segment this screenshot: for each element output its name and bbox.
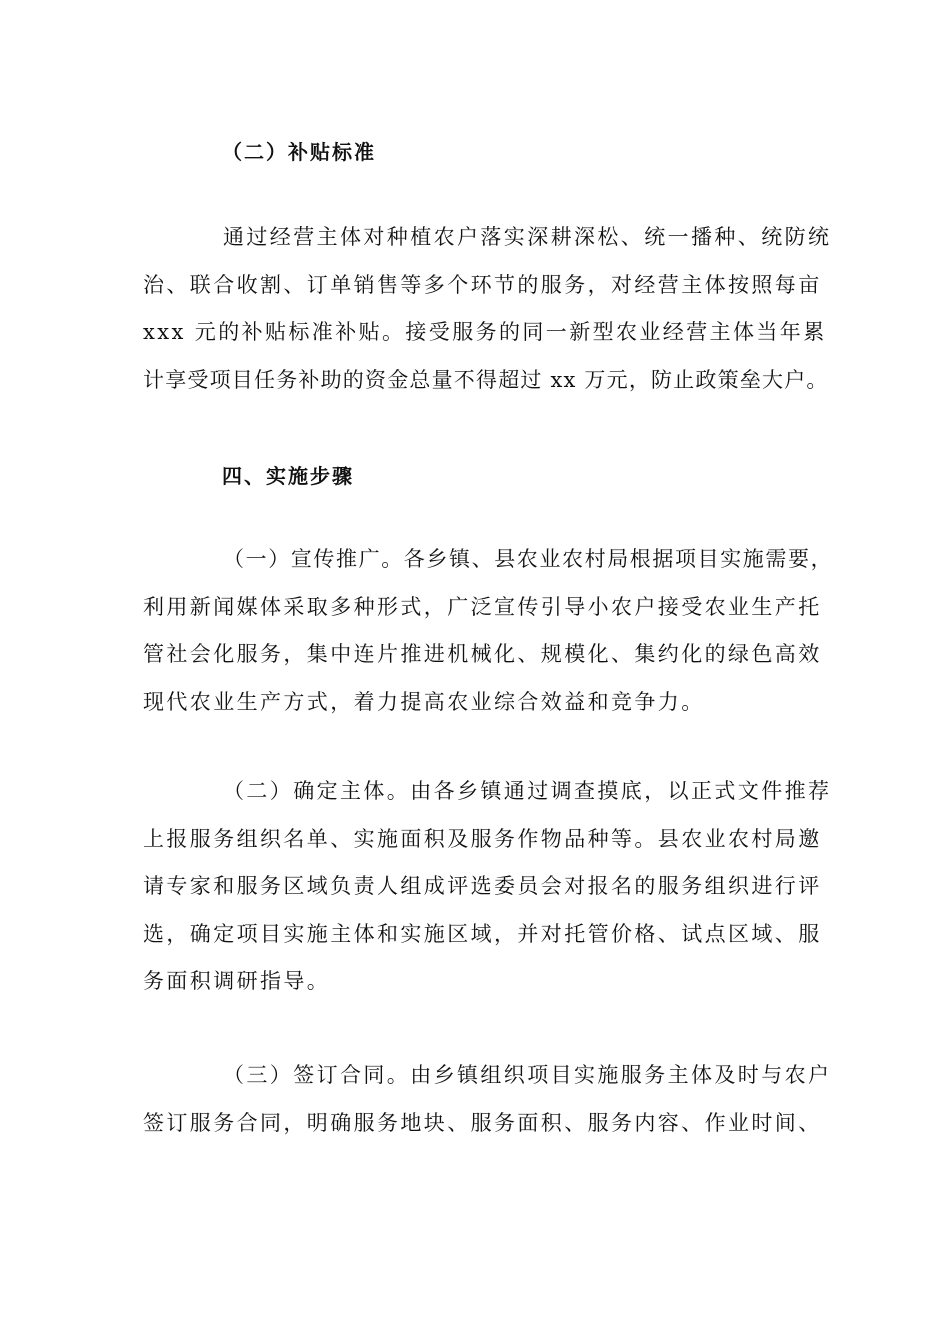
paragraph-subsidy-standard [143, 214, 833, 404]
section-heading-subsidy-standard: （二）补贴标准 [222, 140, 376, 164]
paragraph-step-publicity [143, 536, 833, 726]
paragraph-line: 现代农业生产方式，着力提高农业综合效益和竞争力。 [143, 689, 705, 714]
paragraph-line: （一）宣传推广。各乡镇、县农业农村局根据项目实施需要， [223, 547, 834, 571]
paragraph-line: 利用新闻媒体采取多种形式，广泛宣传引导小农户接受农业生产托 [143, 594, 822, 619]
paragraph-line: 治、联合收割、订单销售等多个环节的服务，对经营主体按照每亩 [143, 272, 822, 297]
section-heading-implementation-steps: 四、实施步骤 [222, 464, 354, 488]
paragraph-line: 上报服务组织名单、实施面积及服务作物品种等。县农业农村局邀 [143, 826, 822, 851]
paragraph-step-determine-subject [143, 768, 833, 1006]
paragraph-line: 务面积调研指导。 [143, 969, 331, 993]
paragraph-line: 选，确定项目实施主体和实施区域，并对托管价格、试点区域、服 [143, 921, 822, 946]
paragraph-line: （二）确定主体。由各乡镇通过调查摸底，以正式文件推荐 [223, 779, 832, 803]
paragraph-line: 签订服务合同，明确服务地块、服务面积、服务内容、作业时间、 [143, 1110, 822, 1135]
paragraph-line: 通过经营主体对种植农户落实深耕深松、统一播种、统防统 [223, 225, 832, 249]
paragraph-step-sign-contract [143, 1052, 833, 1147]
paragraph-line: 计享受项目任务补助的资金总量不得超过 xx 万元，防止政策垒大户。 [143, 367, 829, 392]
paragraph-line: xxx 元的补贴标准补贴。接受服务的同一新型农业经营主体当年累 [143, 320, 827, 344]
paragraph-line: 请专家和服务区域负责人组成评选委员会对报名的服务组织进行评 [143, 874, 822, 898]
paragraph-line: （三）签订合同。由乡镇组织项目实施服务主体及时与农户 [223, 1063, 832, 1087]
paragraph-line: 管社会化服务，集中连片推进机械化、规模化、集约化的绿色高效 [143, 642, 822, 666]
